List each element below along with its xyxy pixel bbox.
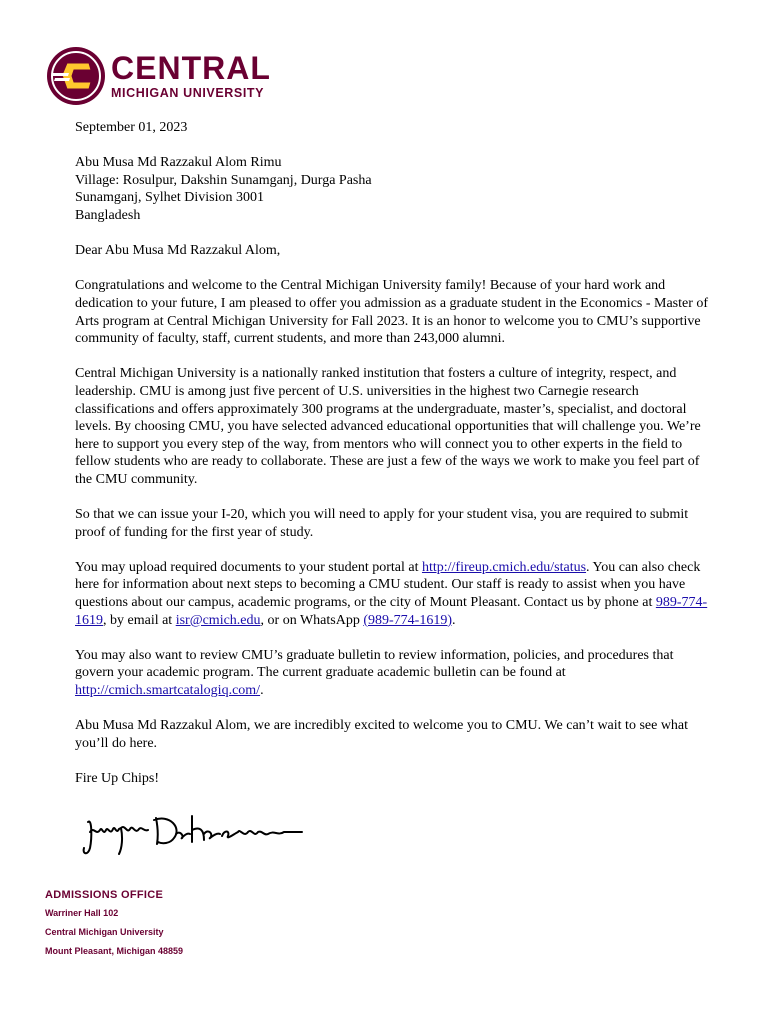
contact-text-3: , by email at (103, 612, 176, 628)
paragraph-bulletin (75, 647, 715, 700)
paragraph-welcome: Congratulations and welcome to the Central Michigan University family! Because of your hard work and dedication to your future, I am pleased to offer you admission as a graduate student in the Economics - Master of Arts program at Central Michigan University for Fall 2023. It is an honor to welcome you to CMU’s supportive community of faculty, staff, current students, and more than 243,000 alumni. (75, 278, 709, 347)
footer-line1: Warriner Hall 102 (45, 908, 119, 918)
letter-date: September 01, 2023 (75, 120, 188, 135)
paragraph-contact (75, 559, 715, 629)
salutation: Dear Abu Musa Md Razzakul Alom, (75, 243, 281, 259)
contact-text-4: , or on WhatsApp (260, 612, 364, 628)
footer-address (45, 889, 183, 965)
recipient-line1: Village: Rosulpur, Dakshin Sunamganj, Durga Pasha (75, 172, 372, 188)
recipient-address (75, 154, 715, 224)
closing-line: Fire Up Chips! (75, 770, 159, 786)
contact-text-1: You may upload required documents to your student portal at (75, 559, 422, 575)
logo-word: CENTRAL (111, 50, 271, 86)
footer-office: ADMISSIONS OFFICE (45, 889, 164, 901)
signature-icon (78, 808, 308, 860)
logo-subtitle: MICHIGAN UNIVERSITY (111, 86, 265, 100)
bulletin-text-1: You may also want to review CMU’s graduate bulletin to review information, policies, and procedures that govern your academic program. The current graduate academic bulletin can be found at (75, 647, 674, 681)
whatsapp-link[interactable]: (989-774-1619) (363, 612, 452, 628)
phone-link[interactable]: 989-774-1619 (75, 595, 708, 628)
footer-line3: Mount Pleasant, Michigan 48859 (45, 946, 184, 956)
logo-wordmark (111, 52, 271, 100)
email-link[interactable]: isr@cmich.edu (175, 612, 261, 628)
footer-line2: Central Michigan University (45, 927, 164, 937)
contact-text-5: . (451, 612, 456, 628)
paragraph-about-cmu: Central Michigan University is a nationally ranked institution that fosters a culture of integrity, respect, and leadership. CMU is among just five percent of U.S. universities in the highest two Carnegie research classifications and offers approximately 300 programs at the undergraduate, master’s, specialist, and doctoral levels. By choosing CMU, you have selected advanced educational opportunities that will challenge you. We’re here to support you every step of the way, from mentors who will connect you to other experts in the field to fellow students who are ready to collaborate. These are just a few of the ways we work to make you feel part of the CMU community. (75, 366, 701, 487)
recipient-line2: Sunamganj, Sylhet Division 3001 (75, 190, 264, 206)
recipient-country: Bangladesh (75, 207, 141, 223)
bulletin-text-2: . (260, 683, 264, 698)
recipient-name: Abu Musa Md Razzakul Alom Rimu (75, 155, 282, 171)
paragraph-closing: Abu Musa Md Razzakul Alom, we are incredibly excited to welcome you to CMU. We can’t wait to see what you’ll do here. (75, 718, 689, 751)
letter-body (75, 119, 715, 805)
bulletin-link[interactable]: http://cmich.smartcatalogiq.com/ (75, 683, 261, 698)
portal-link[interactable]: http://fireup.cmich.edu/status (421, 559, 587, 575)
paragraph-i20: So that we can issue your I-20, which you will need to apply for your student visa, you are required to submit proof of funding for the first year of study. (75, 507, 689, 540)
contact-text-2: . You can also check here for information about next steps to becoming a CMU student. Our staff is ready to assist when you have questions about our campus, academic programs, or the city of Mount Pleasant. Contact us by phone at (75, 559, 701, 611)
